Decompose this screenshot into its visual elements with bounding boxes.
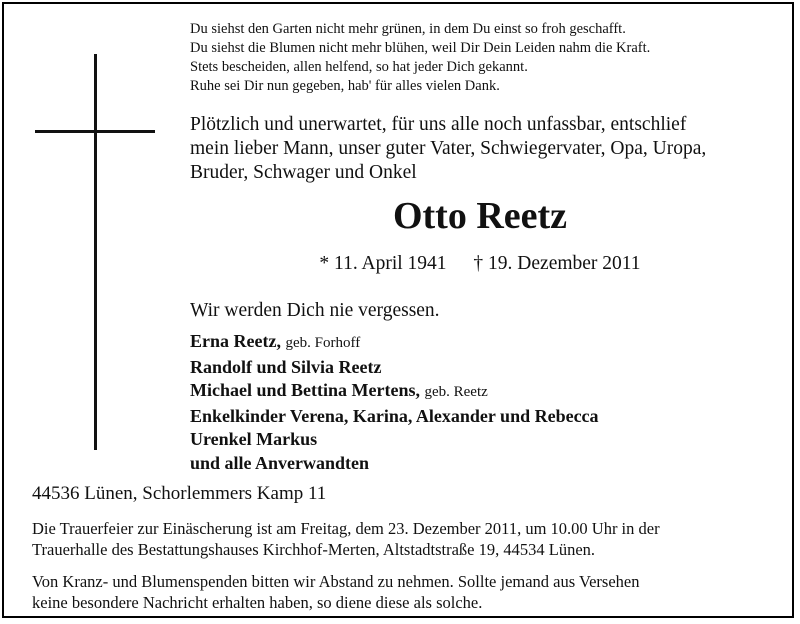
flowers-line: Von Kranz- und Blumenspenden bitten wir Abstand zu nehmen. Sollte jemand aus Versehen [32, 572, 640, 591]
poem-line: Stets bescheiden, allen helfend, so hat jeder Dich gekannt. [190, 59, 528, 75]
family-member [190, 452, 599, 476]
cross-horizontal-bar [35, 130, 155, 133]
flowers-note [32, 571, 767, 613]
family-member-name: und alle Anverwandten [190, 452, 370, 473]
life-dates [190, 252, 770, 276]
cross-vertical-bar [94, 54, 97, 450]
family-member [190, 330, 599, 356]
family-list [190, 330, 599, 475]
funeral-line: Die Trauerfeier zur Einäscherung ist am Freitag, dem 23. Dezember 2011, um 10.00 Uhr in der [32, 519, 660, 538]
birth-date: * 11. April 1941 [319, 253, 447, 274]
family-member-name: Urenkel Markus [190, 429, 318, 449]
intro-line: Bruder, Schwager und Onkel [190, 162, 417, 183]
funeral-line: Trauerhalle des Bestattungshauses Kirchhof-Merten, Altstadtstraße 19, 44534 Lünen. [32, 540, 596, 559]
farewell-line: Wir werden Dich nie vergessen. [190, 300, 440, 321]
family-member-note: geb. Forhoff [285, 335, 361, 351]
address: 44536 Lünen, Schorlemmers Kamp 11 [32, 483, 327, 504]
family-member-name: Erna Reetz, [190, 331, 281, 351]
poem [190, 20, 650, 96]
poem-line: Ruhe sei Dir nun gegeben, hab' für alles vielen Dank. [190, 78, 500, 94]
family-member-name: Enkelkinder Verena, Karina, Alexander und Rebecca [190, 405, 599, 426]
family-member [190, 428, 599, 452]
funeral-info [32, 518, 767, 560]
flowers-line: keine besondere Nachricht erhalten haben, so diene diese als solche. [32, 593, 483, 612]
intro-text [190, 113, 706, 185]
family-member-note: geb. Reetz [424, 384, 488, 400]
deceased-name: Otto Reetz [392, 195, 568, 237]
intro-line: mein lieber Mann, unser guter Vater, Schwiegervater, Opa, Uropa, [190, 138, 707, 159]
intro-line: Plötzlich und unerwartet, für uns alle noch unfassbar, entschlief [190, 114, 687, 135]
death-date: † 19. Dezember 2011 [473, 253, 641, 274]
family-member [190, 379, 599, 405]
poem-line: Du siehst den Garten nicht mehr grünen, in dem Du einst so froh geschafft. [190, 21, 626, 37]
family-member [190, 356, 599, 380]
family-member-name: Michael und Bettina Mertens, [190, 380, 420, 400]
poem-line: Du siehst die Blumen nicht mehr blühen, weil Dir Dein Leiden nahm die Kraft. [190, 40, 651, 56]
family-member [190, 405, 599, 429]
family-member-name: Randolf und Silvia Reetz [190, 356, 382, 377]
